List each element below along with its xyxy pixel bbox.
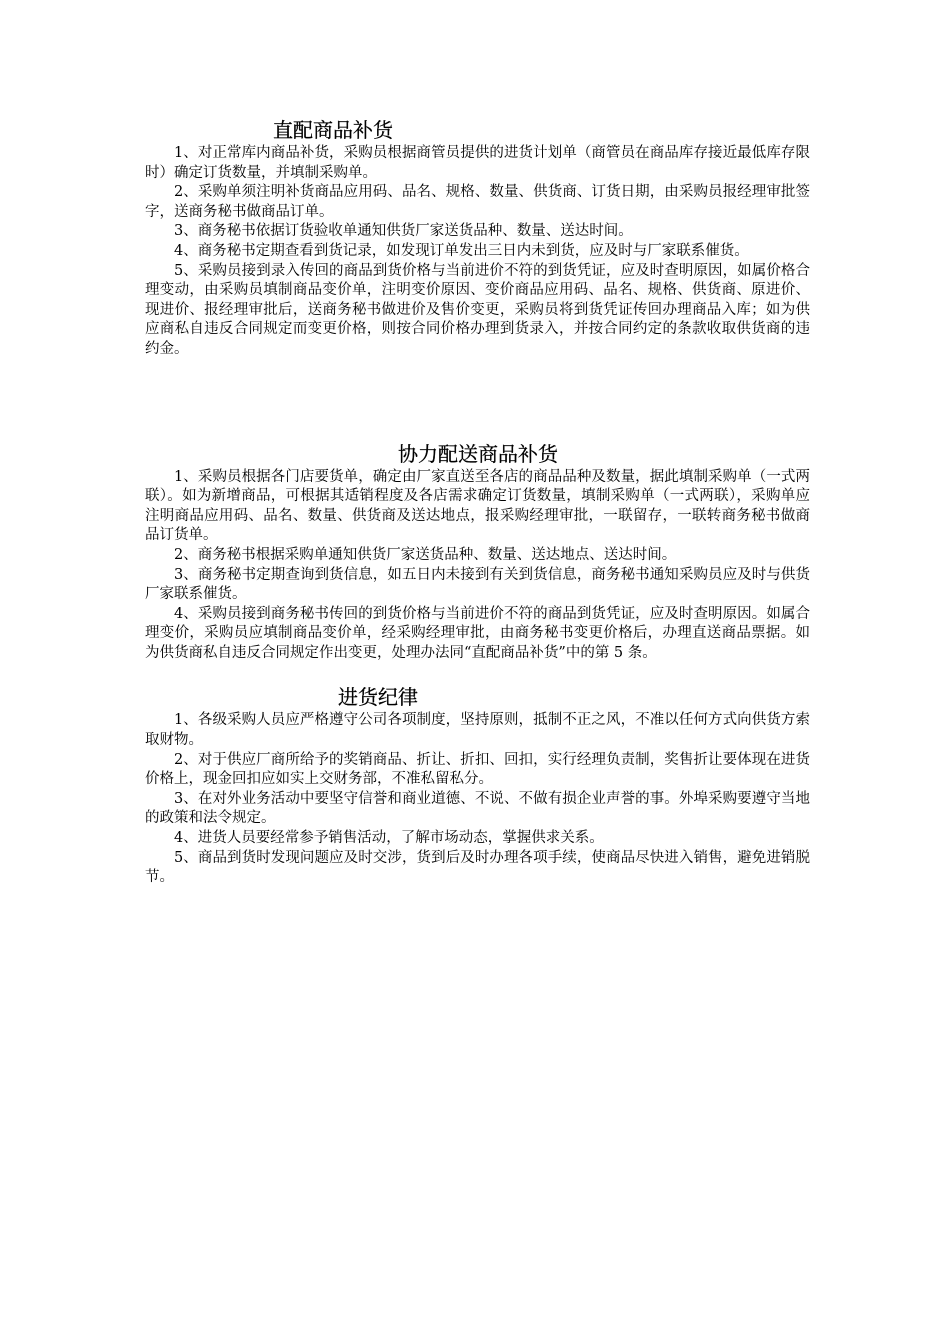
- section-cooperative-delivery: [145, 440, 810, 664]
- spacer: [145, 360, 810, 440]
- spacer: [145, 663, 810, 683]
- paragraph: 1、采购员根据各门店要货单，确定由厂家直送至各店的商品品种及数量，据此填制采购单（一式两联）。如为新增商品，可根据其适销程度及各店需求确定订货数量，填制采购单（一式两联），采购单应注明商品应用码、品名、数量、供货商及送达地点，报采购经理审批，一联留存，一联转商务秘书做商品订货单。: [145, 468, 810, 544]
- paragraph: 5、商品到货时发现问题应及时交涉，货到后及时办理各项手续，使商品尽快进入销售，避免进销脱节。: [145, 849, 810, 886]
- section-direct-replenishment: [145, 116, 810, 360]
- paragraph: 4、商务秘书定期查看到货记录，如发现订单发出三日内未到货，应及时与厂家联系催货。: [174, 242, 749, 259]
- paragraph: 2、采购单须注明补货商品应用码、品名、规格、数量、供货商、订货日期，由采购员报经理审批签字，送商务秘书做商品订单。: [145, 184, 810, 220]
- section-title: 进货纪律: [338, 685, 418, 710]
- section-title: 直配商品补货: [273, 118, 393, 142]
- paragraph: 4、采购员接到商务秘书传回的到货价格与当前进价不符的商品到货凭证，应及时查明原因。如属合理变价，采购员应填制商品变价单，经采购经理审批，由商务秘书变更价格后，办理直送商品票据。如为供货商私自违反合同规定作出变更，处理办法同“直配商品补货”中的第 5 条。: [145, 605, 810, 661]
- paragraph: 1、各级采购人员应严格遵守公司各项制度，坚持原则，抵制不正之风，不准以任何方式向供货方索取财物。: [145, 712, 810, 749]
- paragraph: 3、商务秘书定期查询到货信息，如五日内未接到有关到货信息，商务秘书通知采购员应及时与供货厂家联系催货。: [145, 566, 810, 603]
- paragraph: 5、采购员接到录入传回的商品到货价格与当前进价不符的到货凭证，应及时查明原因，如属价格合理变动，由采购员填制商品变价单，注明变价原因、变价商品应用码、品名、规格、供货商、原进价、现进价、报经理审批后，送商务秘书做进价及售价变更，采购员将到货凭证传回办理商品入库；如为供应商私自违反合同规定而变更价格，则按合同价格办理到货录入，并按合同约定的条款收取供货商的违约金。: [145, 262, 810, 357]
- section-purchasing-discipline: [145, 683, 810, 887]
- document-body: [145, 110, 810, 888]
- paragraph: 3、在对外业务活动中要坚守信誉和商业道德、不说、不做有损企业声誉的事。外埠采购要遵守当地的政策和法令规定。: [145, 790, 810, 827]
- paragraph: 4、进货人员要经常参予销售活动，了解市场动态，掌握供求关系。: [174, 830, 604, 847]
- section-title: 协力配送商品补货: [398, 441, 558, 466]
- paragraph: 1、对正常库内商品补货，采购员根据商管员提供的进货计划单（商管员在商品库存接近最低库存限时）确定订货数量，并填制采购单。: [145, 145, 810, 181]
- paragraph: 2、商务秘书根据采购单通知供货厂家送货品种、数量、送达地点、送达时间。: [174, 546, 677, 563]
- paragraph: 3、商务秘书依据订货验收单通知供货厂家送货品种、数量、送达时间。: [174, 223, 633, 240]
- paragraph: 2、对于供应厂商所给予的奖销商品、折让、折扣、回扣，实行经理负责制，奖售折让要体现在进货价格上，现金回扣应如实上交财务部，不准私留私分。: [145, 751, 810, 788]
